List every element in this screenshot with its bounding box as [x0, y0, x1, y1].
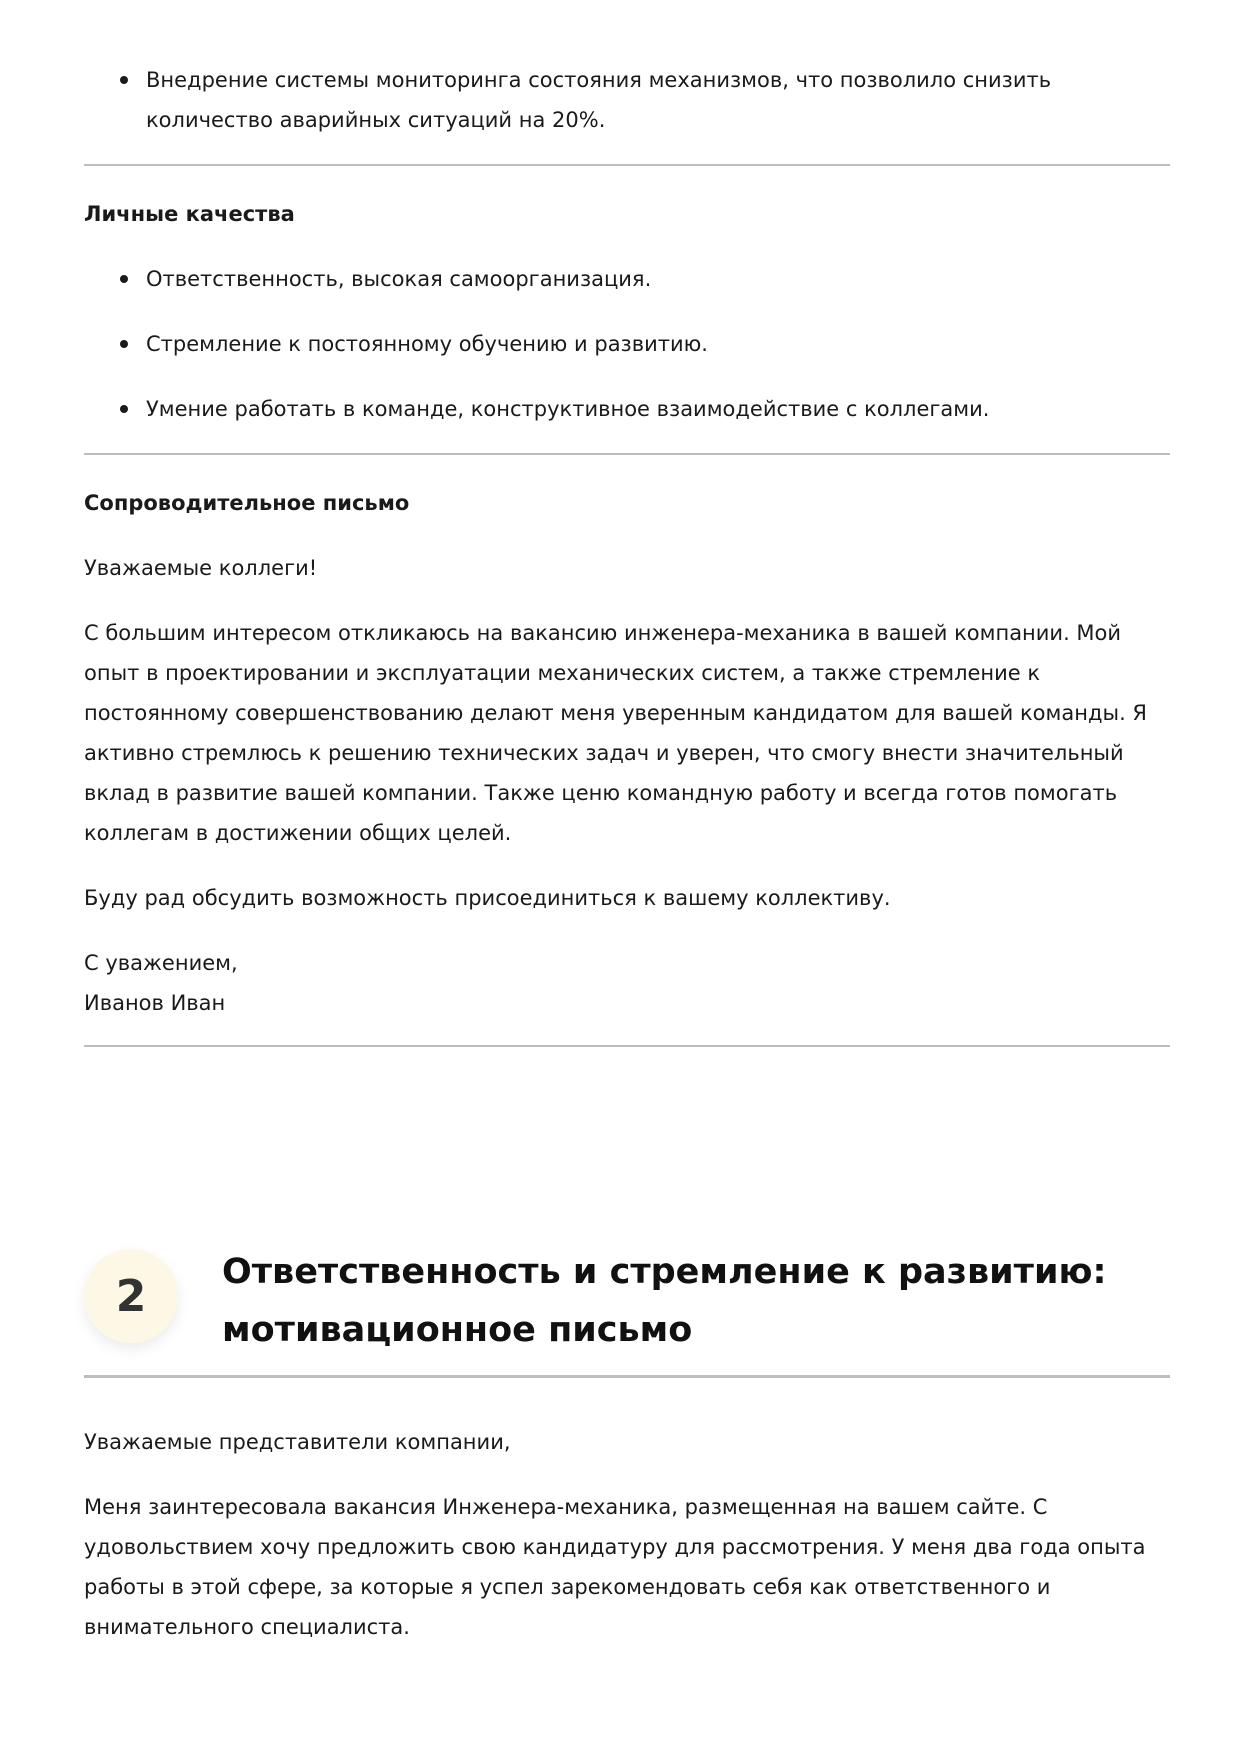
personal-qualities-list: [84, 259, 1170, 429]
achievements-list: [84, 60, 1170, 140]
personal-qualities-heading: Личные качества: [84, 202, 295, 226]
cover-signature: Иванов Иван: [84, 991, 226, 1015]
section-header: [84, 1243, 1170, 1359]
list-item: Стремление к постоянному обучению и развитию.: [84, 324, 1170, 364]
list-item: Умение работать в команде, конструктивное взаимодействие с коллегами.: [84, 389, 1170, 429]
cover-greeting: Уважаемые коллеги!: [84, 556, 318, 580]
divider: [84, 1375, 1170, 1378]
section-title: Ответственность и стремление к развитию: мотивационное письмо: [222, 1252, 1107, 1350]
motivation-greeting: Уважаемые представители компании,: [84, 1430, 511, 1454]
divider: [84, 164, 1170, 166]
list-item: Внедрение системы мониторинга состояния механизмов, что позволило снизить количество аварийных ситуаций на 20%.: [84, 60, 1170, 140]
cover-letter-heading: Сопроводительное письмо: [84, 491, 410, 515]
divider: [84, 1045, 1170, 1047]
cover-regards: С уважением,: [84, 951, 238, 975]
document: [84, 0, 1170, 1647]
section-number-badge: 2: [84, 1249, 178, 1343]
motivation-body: Меня заинтересовала вакансия Инженера-механика, размещенная на вашем сайте. С удовольствием хочу предложить свою кандидатуру для рассмотрения. У меня два года опыта работы в этой сфере, за которые я успел зарекомендовать себя как ответственного и внимательного специалиста.: [84, 1495, 1146, 1639]
cover-closing: Буду рад обсудить возможность присоединиться к вашему коллективу.: [84, 886, 891, 910]
list-item: Ответственность, высокая самоорганизация.: [84, 259, 1170, 299]
divider: [84, 453, 1170, 455]
cover-body: С большим интересом откликаюсь на вакансию инженера-механика в вашей компании. Мой опыт в проектировании и эксплуатации механических систем, а также стремление к постоянному совершенствованию делают меня уверенным кандидатом для вашей команды. Я активно стремлюсь к решению технических задач и уверен, что смогу внести значительный вклад в развитие вашей компании. Также ценю командную работу и всегда готов помогать коллегам в достижении общих целей.: [84, 621, 1148, 845]
